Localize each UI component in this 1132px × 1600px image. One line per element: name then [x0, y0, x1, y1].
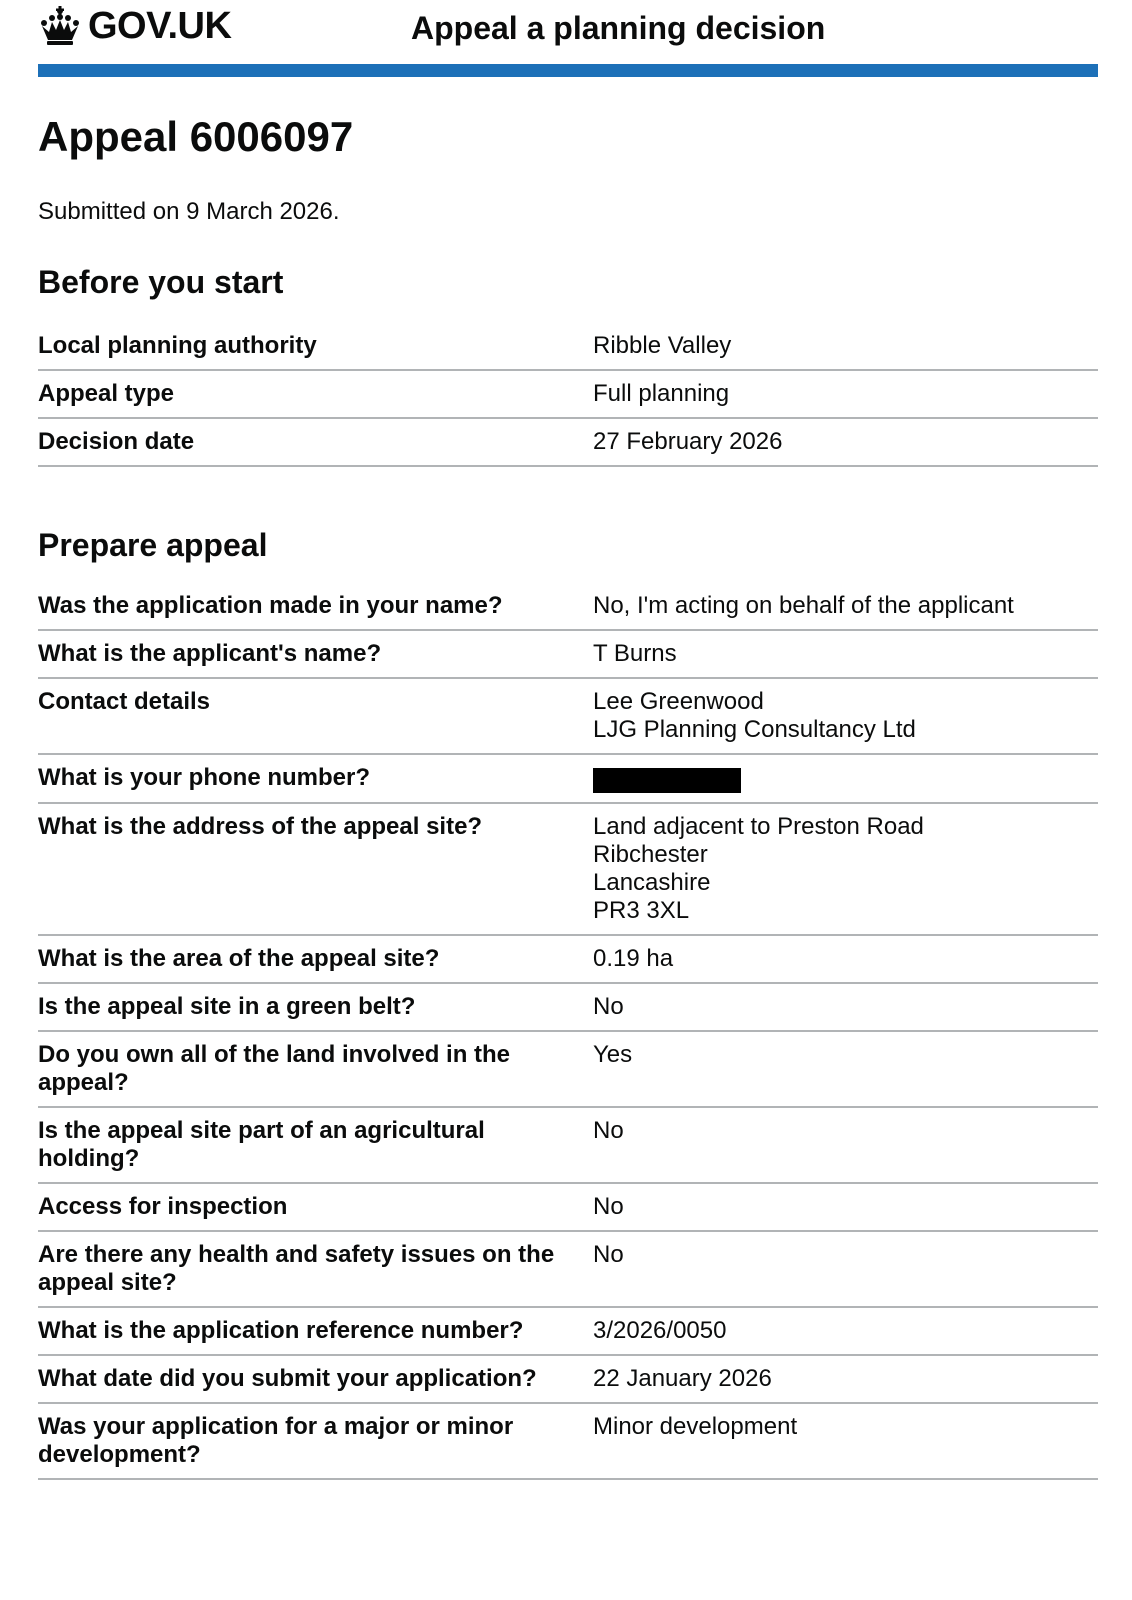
summary-value-line: Lancashire	[593, 868, 711, 896]
summary-value-line: Ribble Valley	[593, 332, 732, 359]
summary-value	[593, 428, 1098, 456]
section-heading-prepare-appeal: Prepare appeal	[38, 527, 268, 563]
summary-key: What is your phone number?	[38, 764, 371, 791]
summary-row	[38, 1404, 1098, 1480]
summary-value-line: No	[593, 1116, 624, 1144]
summary-key: Was your application for a major or minor development?	[38, 1412, 514, 1468]
summary-value	[593, 764, 1098, 793]
logo-text: GOV.UK	[88, 5, 232, 47]
header-blue-bar	[38, 64, 1098, 77]
summary-row	[38, 804, 1098, 936]
summary-key: Contact details	[38, 688, 211, 715]
summary-row	[38, 679, 1098, 755]
summary-list-before-you-start	[38, 323, 1098, 467]
summary-row	[38, 1108, 1098, 1184]
summary-value-line: LJG Planning Consultancy Ltd	[593, 716, 916, 743]
summary-value-line: T Burns	[593, 640, 677, 667]
summary-row	[38, 755, 1098, 804]
summary-value-line: Minor development	[593, 1412, 798, 1440]
summary-value	[593, 993, 1098, 1021]
summary-row	[38, 583, 1098, 631]
summary-value	[593, 813, 1098, 925]
summary-row	[38, 1032, 1098, 1108]
summary-row	[38, 1308, 1098, 1356]
redacted-block	[593, 768, 741, 793]
summary-value	[593, 1193, 1098, 1221]
summary-value	[593, 1365, 1098, 1393]
summary-value	[593, 1041, 1098, 1097]
summary-value-line: No, I'm acting on behalf of the applicant	[593, 592, 1014, 619]
service-name[interactable]: Appeal a planning decision	[411, 10, 826, 46]
summary-key: What is the applicant's name?	[38, 640, 382, 667]
summary-key: Local planning authority	[38, 332, 317, 359]
summary-value	[593, 688, 1098, 744]
summary-value	[593, 640, 1098, 668]
summary-row	[38, 419, 1098, 467]
submitted-date: Submitted on 9 March 2026.	[38, 198, 340, 225]
summary-row	[38, 1184, 1098, 1232]
summary-value-line: No	[593, 992, 624, 1020]
section-heading-before-you-start: Before you start	[38, 264, 284, 300]
summary-key: Is the appeal site part of an agricultural holding?	[38, 1116, 485, 1172]
summary-value	[593, 1241, 1098, 1297]
summary-key: Is the appeal site in a green belt?	[38, 992, 416, 1020]
summary-value	[593, 592, 1098, 620]
summary-value-line: 27 February 2026	[593, 428, 783, 455]
summary-value-line: Ribchester	[593, 840, 708, 868]
summary-key: Appeal type	[38, 380, 175, 407]
govuk-logo[interactable]	[38, 6, 231, 46]
summary-value-line: 22 January 2026	[593, 1364, 772, 1392]
summary-value	[593, 945, 1098, 973]
summary-key: What is the address of the appeal site?	[38, 812, 483, 840]
summary-value-line: Full planning	[593, 380, 730, 407]
summary-key: What is the area of the appeal site?	[38, 944, 440, 972]
summary-row	[38, 1356, 1098, 1404]
summary-row	[38, 631, 1098, 679]
summary-value-line: Yes	[593, 1040, 633, 1068]
summary-value	[593, 332, 1098, 360]
summary-row	[38, 371, 1098, 419]
summary-value-line: Land adjacent to Preston Road	[593, 812, 924, 840]
summary-value	[593, 380, 1098, 408]
summary-key: Decision date	[38, 428, 195, 455]
summary-key: Access for inspection	[38, 1192, 288, 1220]
summary-value-line: Lee Greenwood	[593, 688, 764, 715]
summary-value-line: 3/2026/0050	[593, 1316, 727, 1344]
summary-key: What date did you submit your application?	[38, 1364, 537, 1392]
summary-value	[593, 1117, 1098, 1173]
summary-key: Was the application made in your name?	[38, 592, 503, 619]
page	[38, 0, 1098, 1468]
summary-row	[38, 323, 1098, 371]
page-title: Appeal 6006097	[38, 113, 354, 160]
summary-value-line: No	[593, 1192, 624, 1220]
summary-row	[38, 984, 1098, 1032]
summary-key: Do you own all of the land involved in the appeal?	[38, 1040, 511, 1096]
summary-value	[593, 1317, 1098, 1345]
summary-key: Are there any health and safety issues on the appeal site?	[38, 1240, 555, 1296]
summary-value-line: PR3 3XL	[593, 896, 690, 924]
summary-value-line: 0.19 ha	[593, 944, 674, 972]
summary-key: What is the application reference number?	[38, 1316, 524, 1344]
summary-value	[593, 1413, 1098, 1469]
summary-row	[38, 1232, 1098, 1308]
summary-row	[38, 936, 1098, 984]
summary-value-line: No	[593, 1240, 624, 1268]
crown-icon	[38, 6, 82, 46]
header	[38, 0, 1098, 64]
summary-list-prepare-appeal	[38, 583, 1098, 1480]
